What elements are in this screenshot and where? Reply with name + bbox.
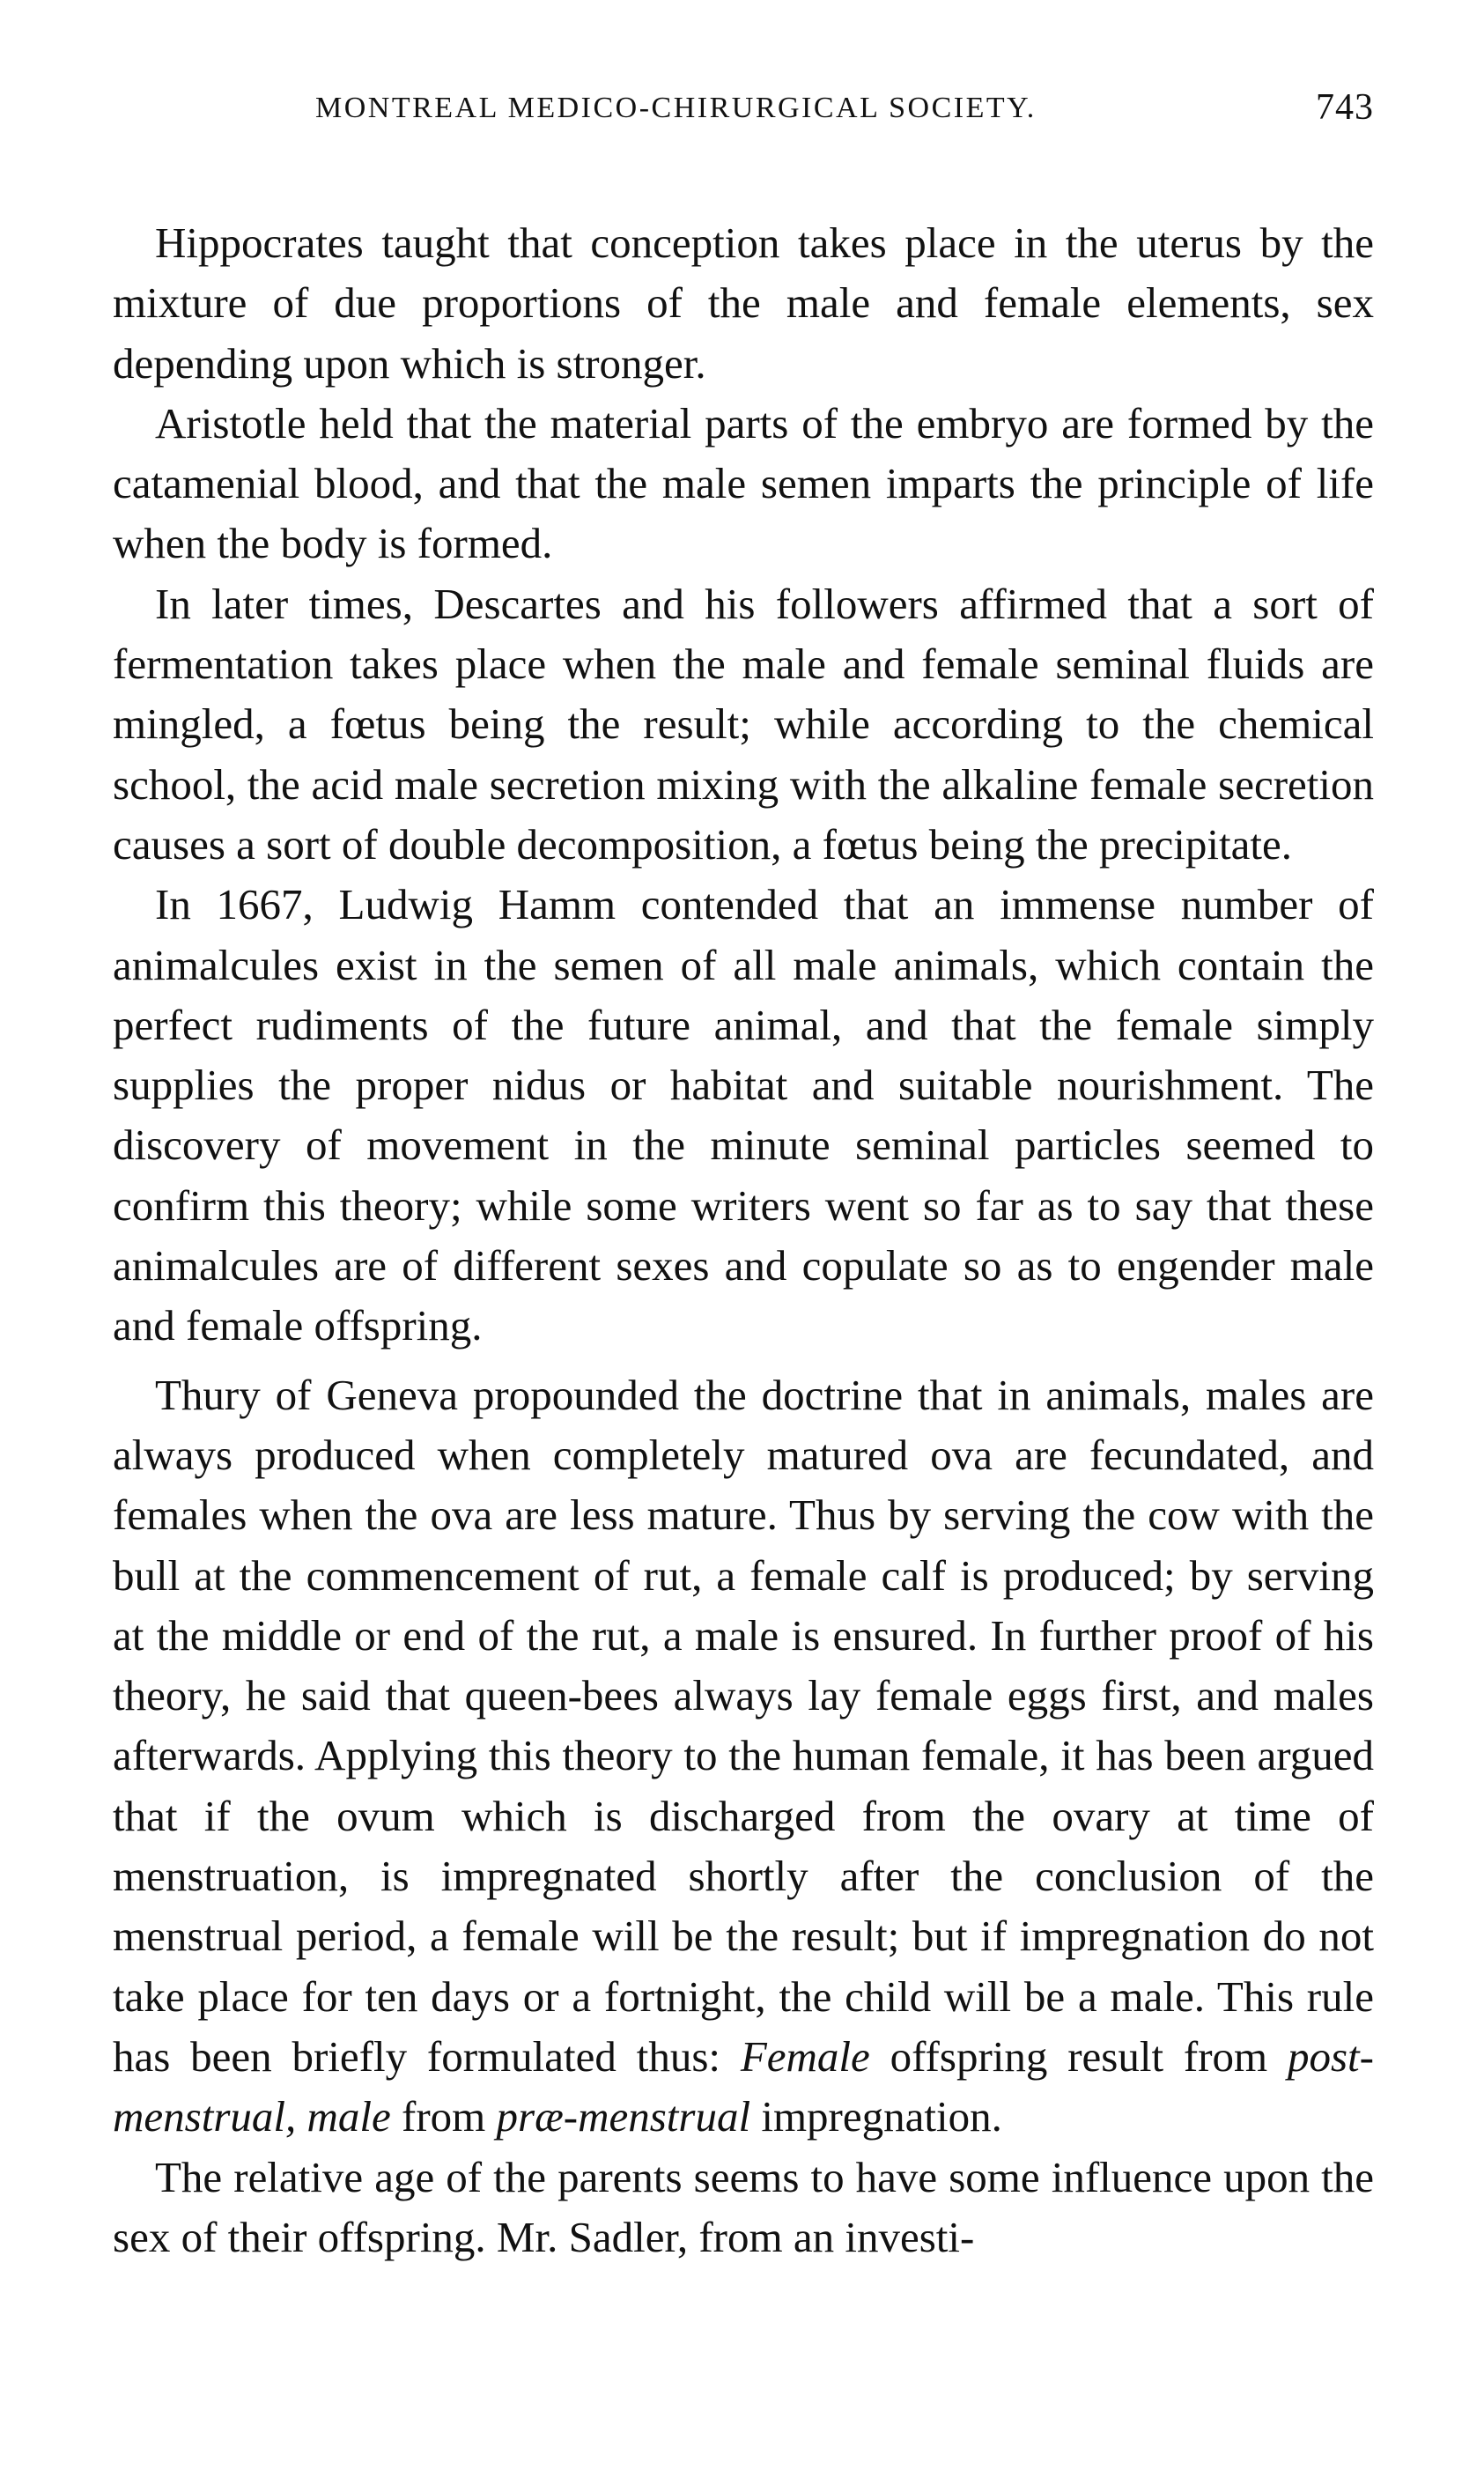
body-text — [113, 213, 1374, 2267]
book-page — [113, 79, 1374, 2267]
page-number: 743 — [1316, 87, 1374, 128]
running-head — [113, 79, 1374, 132]
paragraph-descartes: In later times, Descartes and his followers affirmed that a sort of fermentation takes place when the male and female seminal fluids are mingled, a fœtus being the result; while according to the chemical school, the acid male secretion mixing with the alkaline female secretion causes a sort of double decomposition, a fœtus being the precipitate. — [113, 579, 1374, 869]
paragraph-thury-text: Thury of Geneva propounded the doctrine that in animals, males are always produced when completely matured ova are fecundated, and females when the ova are less mature. Thus by serving the cow with the bull at the commencement of rut, a female calf is produced; by serving at the middle or end of the rut, a male is ensured. In further proof of his theory, he said that queen-bees always lay female eggs first, and males afterwards. Applying this theory to the human female, it has been argued that if the ovum which is discharged from the ovary at time of menstruation, is impregnated shortly after the conclusion of the menstrual period, a female will be the result; but if impregnation do not take place for ten days or a fortnight, the child will be a male. This rule has been briefly formulated thus: — [113, 1370, 1374, 2081]
running-title: MONTREAL MEDICO-CHIRURGICAL SOCIETY. — [315, 92, 1037, 124]
italic-female: Female — [740, 2031, 870, 2081]
italic-prae-menstrual: præ-menstrual — [496, 2092, 751, 2141]
paragraph-hippocrates: Hippocrates taught that conception takes place in the uterus by the mixture of due proportions of the male and female elements, sex depending upon which is stronger. — [113, 218, 1374, 388]
paragraph-thury-mid-2 — [296, 2092, 306, 2141]
paragraph-thury-end: impregnation. — [750, 2092, 1002, 2141]
paragraph-thury-mid-1: offspring result from — [869, 2031, 1288, 2081]
paragraph-thury — [113, 1365, 1374, 2148]
paragraph-thury-mid-3: from — [390, 2092, 497, 2141]
italic-post-menstrual: post-menstrual, — [113, 2031, 1374, 2141]
paragraph-hamm: In 1667, Ludwig Hamm contended that an immense number of animalcules exist in the semen of all male animals, which contain the perfect rudiments of the future animal, and that the female simply supplies the proper nidus or habitat and suitable nourishment. The discovery of movement in the minute seminal particles seemed to confirm this theory; while some writers went so far as to say that these animalcules are of different sexes and copulate so as to engender male and female offspring. — [113, 880, 1374, 1350]
paragraph-aristotle: Aristotle held that the material parts of the embryo are formed by the catamenial blood, and that the male semen imparts the principle of life when the body is formed. — [113, 398, 1374, 568]
paragraph-relative-age: The relative age of the parents seems to have some influence upon the sex of their offspring. Mr. Sadler, from an investi- — [113, 2152, 1374, 2261]
italic-male: male — [306, 2092, 391, 2141]
